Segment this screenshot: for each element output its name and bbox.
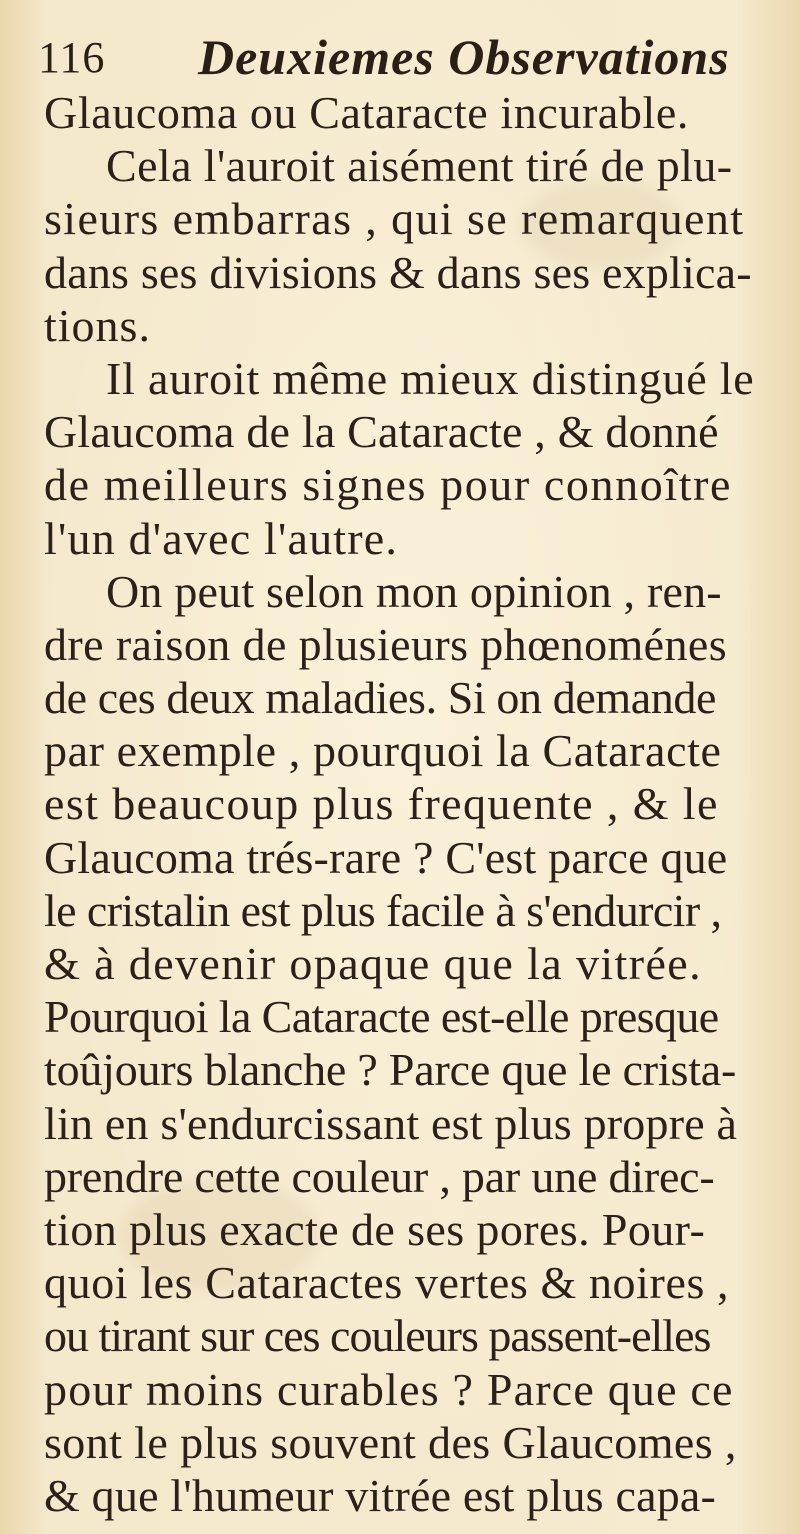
text-line: par exemple , pourquoi la Cataracte	[44, 725, 722, 777]
text-line: sieurs embarras , qui se remarquent	[44, 193, 745, 245]
text-line: dans ses divisions & dans ses explica-	[44, 246, 752, 298]
text-line: Glaucoma trés-rare ? C'est parce que	[44, 831, 728, 883]
text-line: Pourquoi la Cataracte est-elle presque	[44, 991, 719, 1043]
body-text	[44, 86, 784, 1522]
text-line: prendre cette couleur , par une direc-	[44, 1150, 715, 1202]
text-line: Glaucoma ou Cataracte incurable.	[44, 87, 690, 138]
text-line: sont le plus souvent des Glaucomes ,	[44, 1416, 737, 1468]
text-line: le cristalin est plus facile à s'endurcir ,	[44, 884, 722, 936]
text-line: & que l'humeur vitrée est plus capa-	[44, 1469, 717, 1521]
text-line: est beaucoup plus frequente , & le	[44, 778, 719, 830]
page-number: 116	[38, 33, 106, 82]
text-line: ou tirant sur ces couleurs passent-elles	[44, 1310, 711, 1362]
text-line: l'un d'avec l'autre.	[44, 512, 399, 564]
text-line: de ces deux maladies. Si on demande	[44, 672, 716, 724]
running-head	[38, 26, 778, 90]
running-title: Deuxiemes Observations	[198, 29, 730, 85]
text-line: de meilleurs signes pour connoître	[44, 459, 733, 511]
text-line: toûjours blanche ? Parce que le crista-	[44, 1044, 737, 1096]
text-line: Glaucoma de la Cataracte , & donné	[44, 406, 719, 458]
text-line: tion plus exacte de ses pores. Pour-	[44, 1203, 706, 1255]
text-line: tions.	[44, 299, 151, 351]
text-line: dre raison de plusieurs phœnoménes	[44, 618, 728, 670]
text-line: On peut selon mon opinion , ren-	[106, 565, 722, 617]
text-line: Il auroit même mieux distingué le	[106, 352, 755, 404]
text-line: pour moins curables ? Parce que ce	[44, 1363, 734, 1415]
text-line: & à devenir opaque que la vitrée.	[44, 938, 702, 989]
text-line: quoi les Cataractes vertes & noires ,	[44, 1257, 730, 1309]
text-line: Cela l'auroit aisément tiré de plu-	[106, 140, 733, 192]
text-line: lin en s'endurcissant est plus propre à	[44, 1097, 738, 1149]
